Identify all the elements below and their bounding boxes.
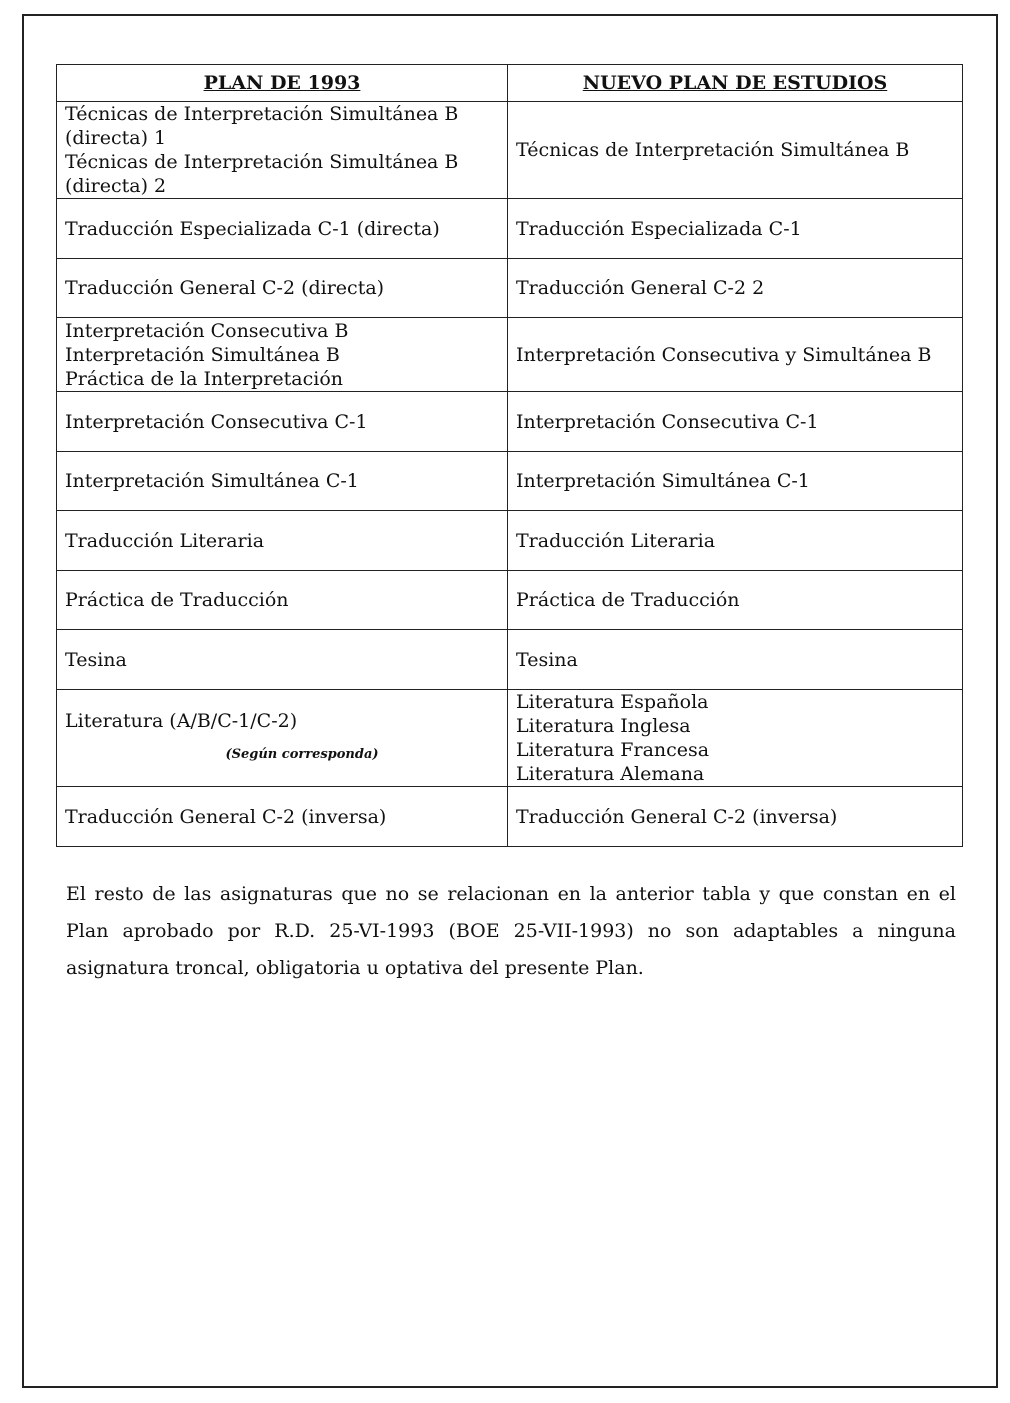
- new-subject: Interpretación Simultánea C-1: [516, 470, 810, 492]
- old-subject: Tesina: [65, 648, 127, 671]
- table-header-row: [57, 65, 963, 102]
- new-subject: Traducción General C-2 2: [516, 277, 765, 299]
- old-subject: Interpretación Simultánea C-1: [65, 470, 359, 492]
- header-nuevo-plan: NUEVO PLAN DE ESTUDIOS: [508, 65, 963, 102]
- old-subject-cell: [57, 199, 508, 259]
- new-subject: Tesina: [516, 648, 578, 671]
- new-subject: Interpretación Consecutiva y Simultánea B: [516, 343, 932, 366]
- new-subject-cell: [508, 318, 963, 392]
- new-subject: Práctica de Traducción: [516, 589, 740, 611]
- new-subject-cell: [508, 630, 963, 690]
- old-subject: Práctica de Traducción: [65, 589, 289, 611]
- old-subject-cell: [57, 630, 508, 690]
- old-subject-note: (Según corresponda): [225, 747, 379, 762]
- old-subject: Interpretación Consecutiva B: [65, 319, 349, 342]
- new-subject-cell: [508, 102, 963, 199]
- table-row: [57, 690, 963, 787]
- table-row: [57, 102, 963, 199]
- table-row: [57, 511, 963, 571]
- new-subject: Traducción Especializada C-1: [516, 217, 802, 240]
- table-row: [57, 199, 963, 259]
- new-subject: Literatura Alemana: [516, 763, 705, 785]
- new-subject: Literatura Francesa: [516, 739, 710, 761]
- new-subject: Traducción Literaria: [516, 529, 716, 552]
- old-subject-cell: [57, 102, 508, 199]
- new-subject: Literatura Española: [516, 691, 709, 713]
- table-row: [57, 571, 963, 630]
- new-subject-cell: [508, 571, 963, 630]
- new-subject-cell: [508, 511, 963, 571]
- old-subject: Traducción Literaria: [65, 529, 265, 552]
- old-subject: Práctica de la Interpretación: [65, 367, 343, 390]
- old-subject: Literatura (A/B/C-1/C-2): [65, 710, 298, 732]
- table-row: [57, 392, 963, 452]
- old-subject: Técnicas de Interpretación Simultánea B (directa) 2: [65, 151, 459, 197]
- new-subject-cell: [508, 259, 963, 318]
- old-subject-cell: [57, 571, 508, 630]
- old-subject: Interpretación Consecutiva C-1: [65, 410, 368, 433]
- old-subject-cell: [57, 318, 508, 392]
- table-row: [57, 787, 963, 847]
- table-row: [57, 259, 963, 318]
- old-subject-cell: [57, 259, 508, 318]
- new-subject-cell: [508, 690, 963, 787]
- table-row: [57, 318, 963, 392]
- new-subject-cell: [508, 452, 963, 511]
- new-subject-cell: [508, 787, 963, 847]
- footer-paragraph: El resto de las asignaturas que no se relacionan en la anterior tabla y que constan en el Plan aprobado por R.D. 25-VI-1993 (BOE 25-VII-1993) no son adaptables a ninguna asignatura troncal, obligatoria u optativa del presente Plan.: [66, 883, 956, 979]
- old-subject: Traducción General C-2 (inversa): [65, 805, 387, 828]
- old-subject: Interpretación Simultánea B: [65, 343, 340, 366]
- old-subject: Técnicas de Interpretación Simultánea B (directa) 1: [65, 103, 459, 149]
- old-subject: Traducción General C-2 (directa): [65, 277, 385, 299]
- new-subject-cell: [508, 199, 963, 259]
- old-subject-cell: [57, 452, 508, 511]
- header-plan-1993: PLAN DE 1993: [57, 65, 508, 102]
- table-row: [57, 630, 963, 690]
- old-subject-cell: [57, 690, 508, 787]
- old-subject-cell: [57, 511, 508, 571]
- equivalence-table: [56, 64, 963, 847]
- table-row: [57, 452, 963, 511]
- old-subject-cell: [57, 787, 508, 847]
- old-subject-cell: [57, 392, 508, 452]
- new-subject: Interpretación Consecutiva C-1: [516, 410, 819, 433]
- new-subject-cell: [508, 392, 963, 452]
- new-subject: Técnicas de Interpretación Simultánea B: [516, 139, 910, 161]
- new-subject: Traducción General C-2 (inversa): [516, 805, 838, 828]
- new-subject: Literatura Inglesa: [516, 715, 691, 737]
- old-subject: Traducción Especializada C-1 (directa): [65, 217, 440, 240]
